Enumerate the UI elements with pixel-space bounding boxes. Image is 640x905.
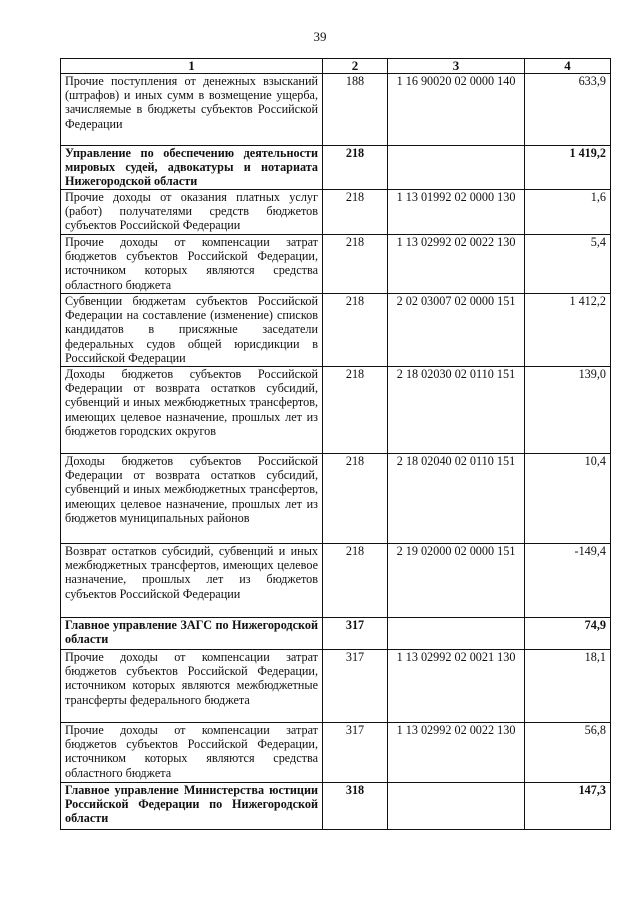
row-name: Управление по обеспечению деятельности мировых судей, адвокатуры и нотариата Нижегородской области — [61, 146, 323, 190]
row-amount: 1 412,2 — [525, 294, 611, 367]
row-code: 218 — [323, 367, 388, 454]
row-amount: 139,0 — [525, 367, 611, 454]
row-kbk: 2 19 02000 02 0000 151 — [388, 544, 525, 618]
row-name: Главное управление Министерства юстиции Российской Федерации по Нижегородской области — [61, 783, 323, 830]
row-amount: 1,6 — [525, 190, 611, 235]
row-code: 188 — [323, 74, 388, 146]
row-code: 218 — [323, 190, 388, 235]
row-amount: 56,8 — [525, 723, 611, 783]
row-amount: 5,4 — [525, 235, 611, 294]
table-row — [61, 650, 611, 723]
header-col-4: 4 — [525, 59, 611, 74]
row-name: Главное управление ЗАГС по Нижегородской области — [61, 618, 323, 650]
row-code: 318 — [323, 783, 388, 830]
table-row — [61, 146, 611, 190]
row-name: Прочие доходы от оказания платных услуг (работ) получателями средств бюджетов субъектов Российской Федерации — [61, 190, 323, 235]
row-amount: 74,9 — [525, 618, 611, 650]
row-amount: 147,3 — [525, 783, 611, 830]
row-code: 317 — [323, 650, 388, 723]
row-amount: 633,9 — [525, 74, 611, 146]
table-row — [61, 618, 611, 650]
row-name: Прочие поступления от денежных взысканий (штрафов) и иных сумм в возмещение ущерба, зачисляемые в бюджеты субъектов Российской Федерации — [61, 74, 323, 146]
row-kbk: 2 18 02040 02 0110 151 — [388, 454, 525, 544]
row-code: 218 — [323, 146, 388, 190]
page-number: 39 — [313, 29, 327, 44]
table-row — [61, 74, 611, 146]
table-row — [61, 235, 611, 294]
table-row — [61, 454, 611, 544]
row-amount: 1 419,2 — [525, 146, 611, 190]
header-col-1: 1 — [61, 59, 323, 74]
row-code: 218 — [323, 454, 388, 544]
row-kbk: 1 13 02992 02 0022 130 — [388, 235, 525, 294]
row-kbk — [388, 618, 525, 650]
header-col-3: 3 — [388, 59, 525, 74]
table-row — [61, 294, 611, 367]
row-kbk: 1 13 02992 02 0022 130 — [388, 723, 525, 783]
row-name: Прочие доходы от компенсации затрат бюджетов субъектов Российской Федерации, источником которых являются межбюджетные трансферты федерального бюджета — [61, 650, 323, 723]
row-kbk: 1 16 90020 02 0000 140 — [388, 74, 525, 146]
table-row — [61, 544, 611, 618]
row-kbk: 1 13 02992 02 0021 130 — [388, 650, 525, 723]
header-col-2: 2 — [323, 59, 388, 74]
row-amount: 10,4 — [525, 454, 611, 544]
table-row — [61, 190, 611, 235]
table-row — [61, 783, 611, 830]
row-name: Возврат остатков субсидий, субвенций и иных межбюджетных трансфертов, имеющих целевое назначение, прошлых лет из бюджетов субъектов Российской Федерации — [61, 544, 323, 618]
row-name: Доходы бюджетов субъектов Российской Федерации от возврата остатков субсидий, субвенций и иных межбюджетных трансфертов, имеющих целевое назначение, прошлых лет из бюджетов муниципальных районов — [61, 454, 323, 544]
row-kbk — [388, 146, 525, 190]
table-row — [61, 723, 611, 783]
row-code: 317 — [323, 618, 388, 650]
row-name: Доходы бюджетов субъектов Российской Федерации от возврата остатков субсидий, субвенций и иных межбюджетных трансфертов, имеющих целевое назначение, прошлых лет из бюджетов городских округов — [61, 367, 323, 454]
table-row — [61, 367, 611, 454]
row-name: Субвенции бюджетам субъектов Российской Федерации на составление (изменение) списков кандидатов в присяжные заседатели федеральных судов общей юрисдикции в Российской Федерации — [61, 294, 323, 367]
table-header-row — [61, 59, 611, 74]
row-kbk — [388, 783, 525, 830]
row-code: 317 — [323, 723, 388, 783]
row-kbk: 2 02 03007 02 0000 151 — [388, 294, 525, 367]
row-kbk: 2 18 02030 02 0110 151 — [388, 367, 525, 454]
row-kbk: 1 13 01992 02 0000 130 — [388, 190, 525, 235]
budget-table — [60, 58, 611, 830]
row-code: 218 — [323, 235, 388, 294]
row-code: 218 — [323, 544, 388, 618]
row-name: Прочие доходы от компенсации затрат бюджетов субъектов Российской Федерации, источником которых являются средства областного бюджета — [61, 235, 323, 294]
row-code: 218 — [323, 294, 388, 367]
row-amount: 18,1 — [525, 650, 611, 723]
row-amount: -149,4 — [525, 544, 611, 618]
row-name: Прочие доходы от компенсации затрат бюджетов субъектов Российской Федерации, источником которых являются средства областного бюджета — [61, 723, 323, 783]
